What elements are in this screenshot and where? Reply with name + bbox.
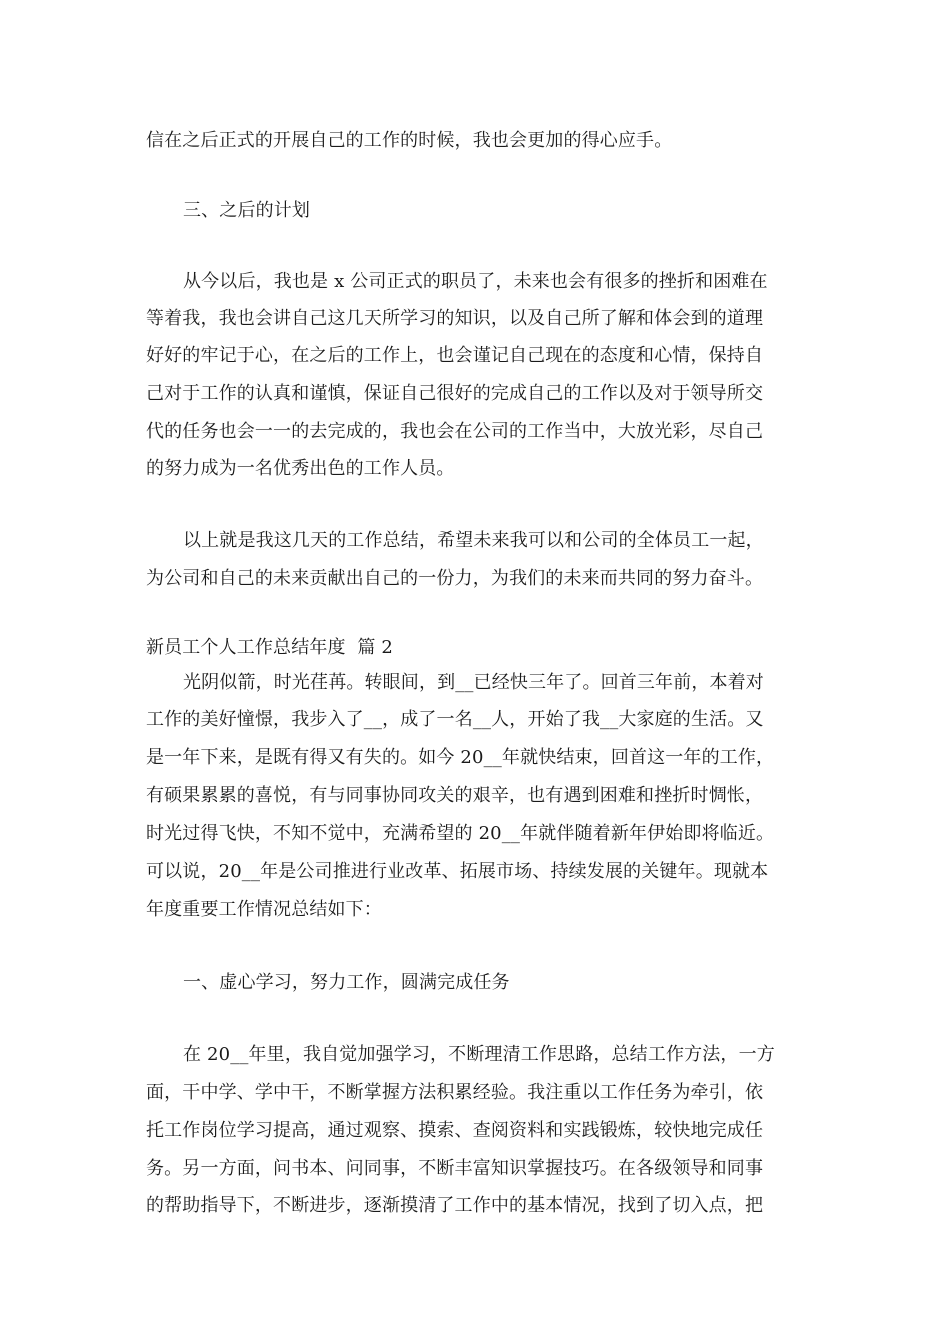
paragraph-line: 托工作岗位学习提高，通过观察、摸索、查阅资料和实践锻炼，较快地完成任: [146, 1120, 764, 1141]
paragraph-line: 从今以后，我也是 x 公司正式的职员了，未来也会有很多的挫折和困难在: [183, 271, 768, 292]
paragraph-line: 时光过得飞快，不知不觉中，充满希望的 20__年就伴随着新年伊始即将临近。: [146, 823, 775, 844]
paragraph-line: 信在之后正式的开展自己的工作的时候，我也会更加的得心应手。: [146, 130, 673, 151]
paragraph-line: 的帮助指导下，不断进步，逐渐摸清了工作中的基本情况，找到了切入点，把: [146, 1195, 764, 1216]
paragraph-line: 是一年下来，是既有得又有失的。如今 20__年就快结束，回首这一年的工作，: [146, 747, 775, 768]
paragraph-line: 在 20__年里，我自觉加强学习，不断理清工作思路，总结工作方法，一方: [183, 1044, 775, 1065]
paragraph-line: 务。另一方面，问书本、问同事，不断丰富知识掌握技巧。在各级领导和同事: [146, 1158, 764, 1179]
paragraph-line: 代的任务也会一一的去完成的，我也会在公司的工作当中，大放光彩，尽自己: [146, 421, 764, 442]
paragraph-line: 以上就是我这几天的工作总结，希望未来我可以和公司的全体员工一起，: [183, 530, 764, 551]
paragraph-line: 可以说，20__年是公司推进行业改革、拓展市场、持续发展的关键年。现就本: [146, 861, 769, 882]
paragraph-line: 光阴似箭，时光荏苒。转眼间，到__已经快三年了。回首三年前，本着对: [183, 672, 764, 693]
paragraph-line: 好好的牢记于心，在之后的工作上，也会谨记自己现在的态度和心情，保持自: [146, 345, 764, 366]
paragraph-line: 有硕果累累的喜悦，有与同事协同攻关的艰辛，也有遇到困难和挫折时惆怅，: [146, 785, 764, 806]
heading-study: 一、虚心学习，努力工作，圆满完成任务: [183, 972, 510, 993]
paragraph-line: 工作的美好憧憬，我步入了__，成了一名__人，开始了我__大家庭的生活。又: [146, 709, 764, 730]
paragraph-line: 等着我，我也会讲自己这几天所学习的知识，以及自己所了解和体会到的道理: [146, 308, 764, 329]
paragraph-line: 的努力成为一名优秀出色的工作人员。: [146, 458, 455, 479]
paragraph-line: 为公司和自己的未来贡献出自己的一份力，为我们的未来而共同的努力奋斗。: [146, 568, 764, 589]
paragraph-line: 面，干中学、学中干，不断掌握方法积累经验。我注重以工作任务为牵引，依: [146, 1082, 764, 1103]
heading-plan: 三、之后的计划: [183, 200, 311, 221]
section-title: 新员工个人工作总结年度 篇 2: [146, 637, 394, 658]
paragraph-line: 己对于工作的认真和谨慎，保证自己很好的完成自己的工作以及对于领导所交: [146, 383, 764, 404]
paragraph-line: 年度重要工作情况总结如下：: [146, 899, 382, 920]
